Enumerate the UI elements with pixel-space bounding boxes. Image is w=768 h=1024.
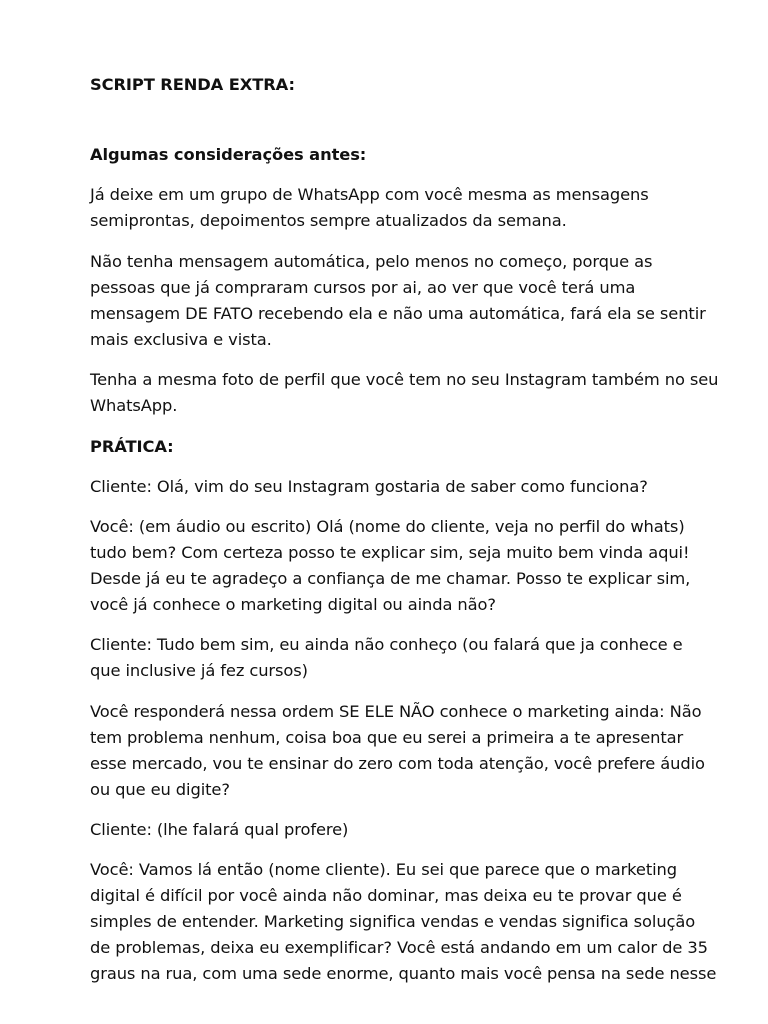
text-line: Você responderá nessa ordem SE ELE NÃO conhece o marketing ainda: Não <box>90 702 702 721</box>
text-line: Cliente: (lhe falará qual profere) <box>90 820 349 839</box>
text-line: esse mercado, vou te ensinar do zero com toda atenção, você prefere áudio <box>90 754 705 773</box>
text-line: ou que eu digite? <box>90 780 230 799</box>
text-line: graus na rua, com uma sede enorme, quanto mais você pensa na sede nesse <box>90 964 717 983</box>
document-title: SCRIPT RENDA EXTRA: <box>90 75 295 94</box>
text-line: tudo bem? Com certeza posso te explicar sim, seja muito bem vinda aqui! <box>90 543 690 562</box>
text-line: simples de entender. Marketing significa vendas e vendas significa solução <box>90 912 696 931</box>
text-line: Você: Vamos lá então (nome cliente). Eu sei que parece que o marketing <box>90 860 677 879</box>
practice-heading: PRÁTICA: <box>90 437 174 456</box>
text-line: Cliente: Tudo bem sim, eu ainda não conheço (ou falará que ja conhece e <box>90 635 683 654</box>
text-line: mensagem DE FATO recebendo ela e não uma automática, fará ela se sentir <box>90 304 706 323</box>
text-line: Cliente: Olá, vim do seu Instagram gostaria de saber como funciona? <box>90 477 648 496</box>
text-line: pessoas que já compraram cursos por ai, ao ver que você terá uma <box>90 278 636 297</box>
text-line: Tenha a mesma foto de perfil que você tem no seu Instagram também no seu <box>90 370 719 389</box>
text-line: você já conhece o marketing digital ou ainda não? <box>90 595 496 614</box>
text-line: Já deixe em um grupo de WhatsApp com você mesma as mensagens <box>90 185 649 204</box>
text-line: de problemas, deixa eu exemplificar? Você está andando em um calor de 35 <box>90 938 708 957</box>
text-line: mais exclusiva e vista. <box>90 330 272 349</box>
text-line: que inclusive já fez cursos) <box>90 661 308 680</box>
section-heading: Algumas considerações antes: <box>90 145 367 164</box>
text-line: WhatsApp. <box>90 396 178 415</box>
text-line: Não tenha mensagem automática, pelo menos no começo, porque as <box>90 252 653 271</box>
text-line: tem problema nenhum, coisa boa que eu serei a primeira a te apresentar <box>90 728 684 747</box>
text-line: semiprontas, depoimentos sempre atualizados da semana. <box>90 211 567 230</box>
text-line: Você: (em áudio ou escrito) Olá (nome do cliente, veja no perfil do whats) <box>90 517 685 536</box>
text-line: digital é difícil por você ainda não dominar, mas deixa eu te provar que é <box>90 886 682 905</box>
text-line: Desde já eu te agradeço a confiança de me chamar. Posso te explicar sim, <box>90 569 691 588</box>
